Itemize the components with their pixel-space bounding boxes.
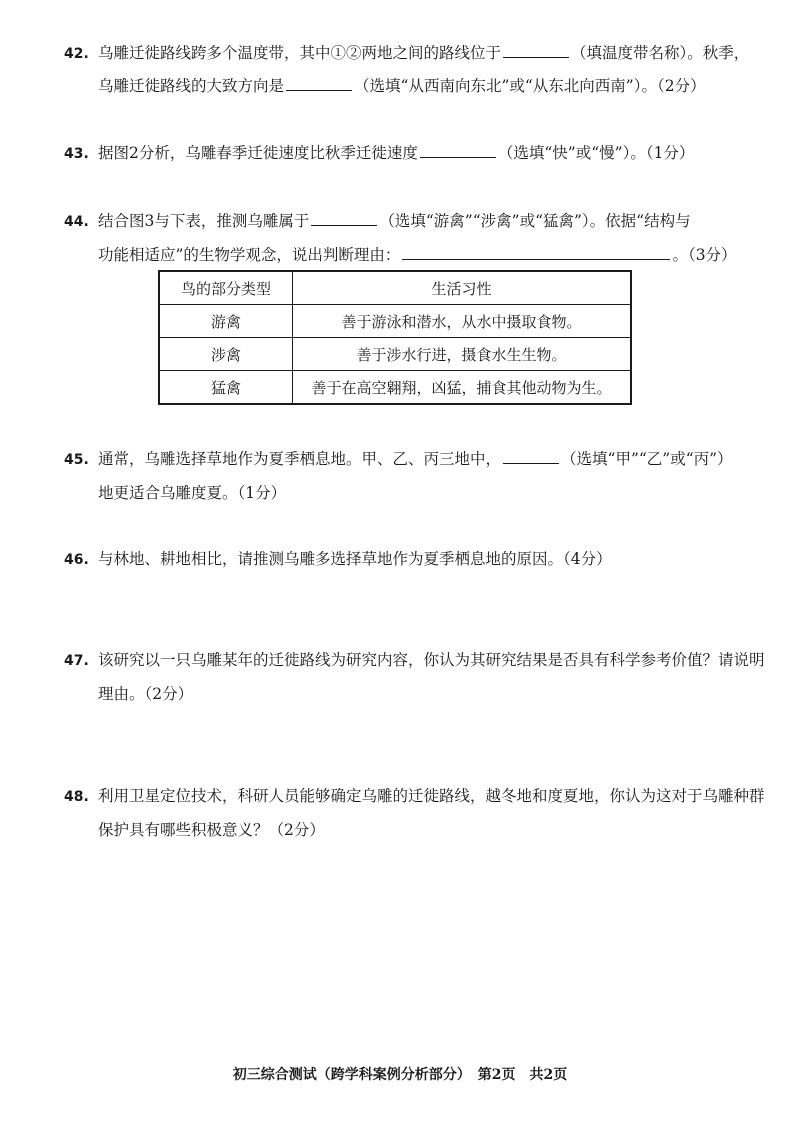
- table-header-row: [159, 271, 631, 305]
- table-row: [159, 371, 631, 405]
- question-46-line-1: [64, 549, 764, 570]
- page-footer: 初三综合测试（跨学科案例分析部分） 第2页 共2页: [232, 1067, 568, 1083]
- table-cell: 善于涉水行进，摄食水生生物。: [293, 338, 632, 371]
- question-48: [64, 786, 764, 840]
- question-number: 48.: [64, 789, 89, 805]
- question-44: [64, 211, 764, 265]
- question-43-line-1: [64, 143, 764, 164]
- table-cell: 猛禽: [159, 371, 293, 405]
- question-text: 地更适合乌雕度夏。（1分）: [98, 484, 287, 502]
- question-42-line-2: [64, 76, 764, 96]
- question-text: （填温度带名称）。秋季，: [571, 44, 750, 62]
- question-number: 42.: [64, 46, 89, 62]
- question-text: 与林地、耕地相比，请推测乌雕多选择草地作为夏季栖息地的原因。（4分）: [98, 550, 612, 568]
- question-45: [64, 449, 764, 503]
- bird-habits-table: [158, 270, 632, 405]
- question-text: 结合图3与下表，推测乌雕属于: [98, 212, 310, 230]
- answer-blank[interactable]: [311, 211, 377, 226]
- table-cell: 涉禽: [159, 338, 293, 371]
- answer-blank[interactable]: [503, 43, 569, 58]
- question-text: （选填“从西南向东北”或“从东北向西南”）。（2分）: [354, 77, 706, 95]
- answer-blank[interactable]: [402, 245, 670, 260]
- question-text: 功能相适应”的生物学观念，说出判断理由：: [98, 246, 401, 264]
- question-text: 该研究以一只乌雕某年的迁徙路线为研究内容，你认为其研究结果是否具有科学参考价值？请说明: [98, 651, 765, 669]
- table-cell: 游禽: [159, 305, 293, 338]
- question-text: 。（3分）: [672, 246, 737, 264]
- answer-blank[interactable]: [286, 76, 352, 91]
- question-42-line-1: [64, 43, 764, 64]
- question-text: 通常，乌雕选择草地作为夏季栖息地。甲、乙、丙三地中，: [98, 450, 502, 468]
- answer-blank[interactable]: [503, 449, 559, 464]
- answer-blank[interactable]: [420, 143, 496, 158]
- question-text: （选填“快”或“慢”）。（1分）: [497, 144, 695, 162]
- question-42: [64, 43, 764, 96]
- question-text: 理由。（2分）: [98, 685, 194, 703]
- question-48-line-2: [64, 820, 764, 840]
- question-text: 据图2分析，乌雕春季迁徙速度比秋季迁徙速度: [98, 144, 418, 162]
- question-text: 利用卫星定位技术，科研人员能够确定乌雕的迁徙路线，越冬地和度夏地，你认为这对于乌雕种群: [98, 787, 765, 805]
- question-text: 乌雕迁徙路线跨多个温度带，其中①②两地之间的路线位于: [98, 44, 502, 62]
- table-cell: 善于在高空翱翔，凶猛，捕食其他动物为生。: [293, 371, 632, 405]
- question-45-line-1: [64, 449, 764, 470]
- table-row: [159, 305, 631, 338]
- question-number: 46.: [64, 552, 89, 568]
- question-text: 保护具有哪些积极意义？（2分）: [98, 821, 325, 839]
- question-48-line-1: [64, 786, 764, 807]
- table-header: 生活习性: [293, 271, 632, 305]
- question-number: 44.: [64, 214, 89, 230]
- table-cell: 善于游泳和潜水，从水中摄取食物。: [293, 305, 632, 338]
- question-46: [64, 549, 764, 570]
- question-number: 43.: [64, 146, 89, 162]
- question-47-line-1: [64, 650, 764, 671]
- table-header: 鸟的部分类型: [159, 271, 293, 305]
- question-text: （选填“甲”“乙”或“丙”）: [561, 450, 733, 468]
- question-text: （选填“游禽”“涉禽”或“猛禽”）。依据“结构与: [379, 212, 691, 230]
- question-44-line-1: [64, 211, 764, 232]
- table-row: [159, 338, 631, 371]
- question-47: [64, 650, 764, 704]
- question-43: [64, 143, 764, 164]
- question-number: 45.: [64, 452, 89, 468]
- question-text: 乌雕迁徙路线的大致方向是: [98, 77, 285, 95]
- question-45-line-2: [64, 483, 764, 503]
- question-number: 47.: [64, 653, 89, 669]
- question-47-line-2: [64, 684, 764, 704]
- question-44-line-2: [64, 245, 764, 265]
